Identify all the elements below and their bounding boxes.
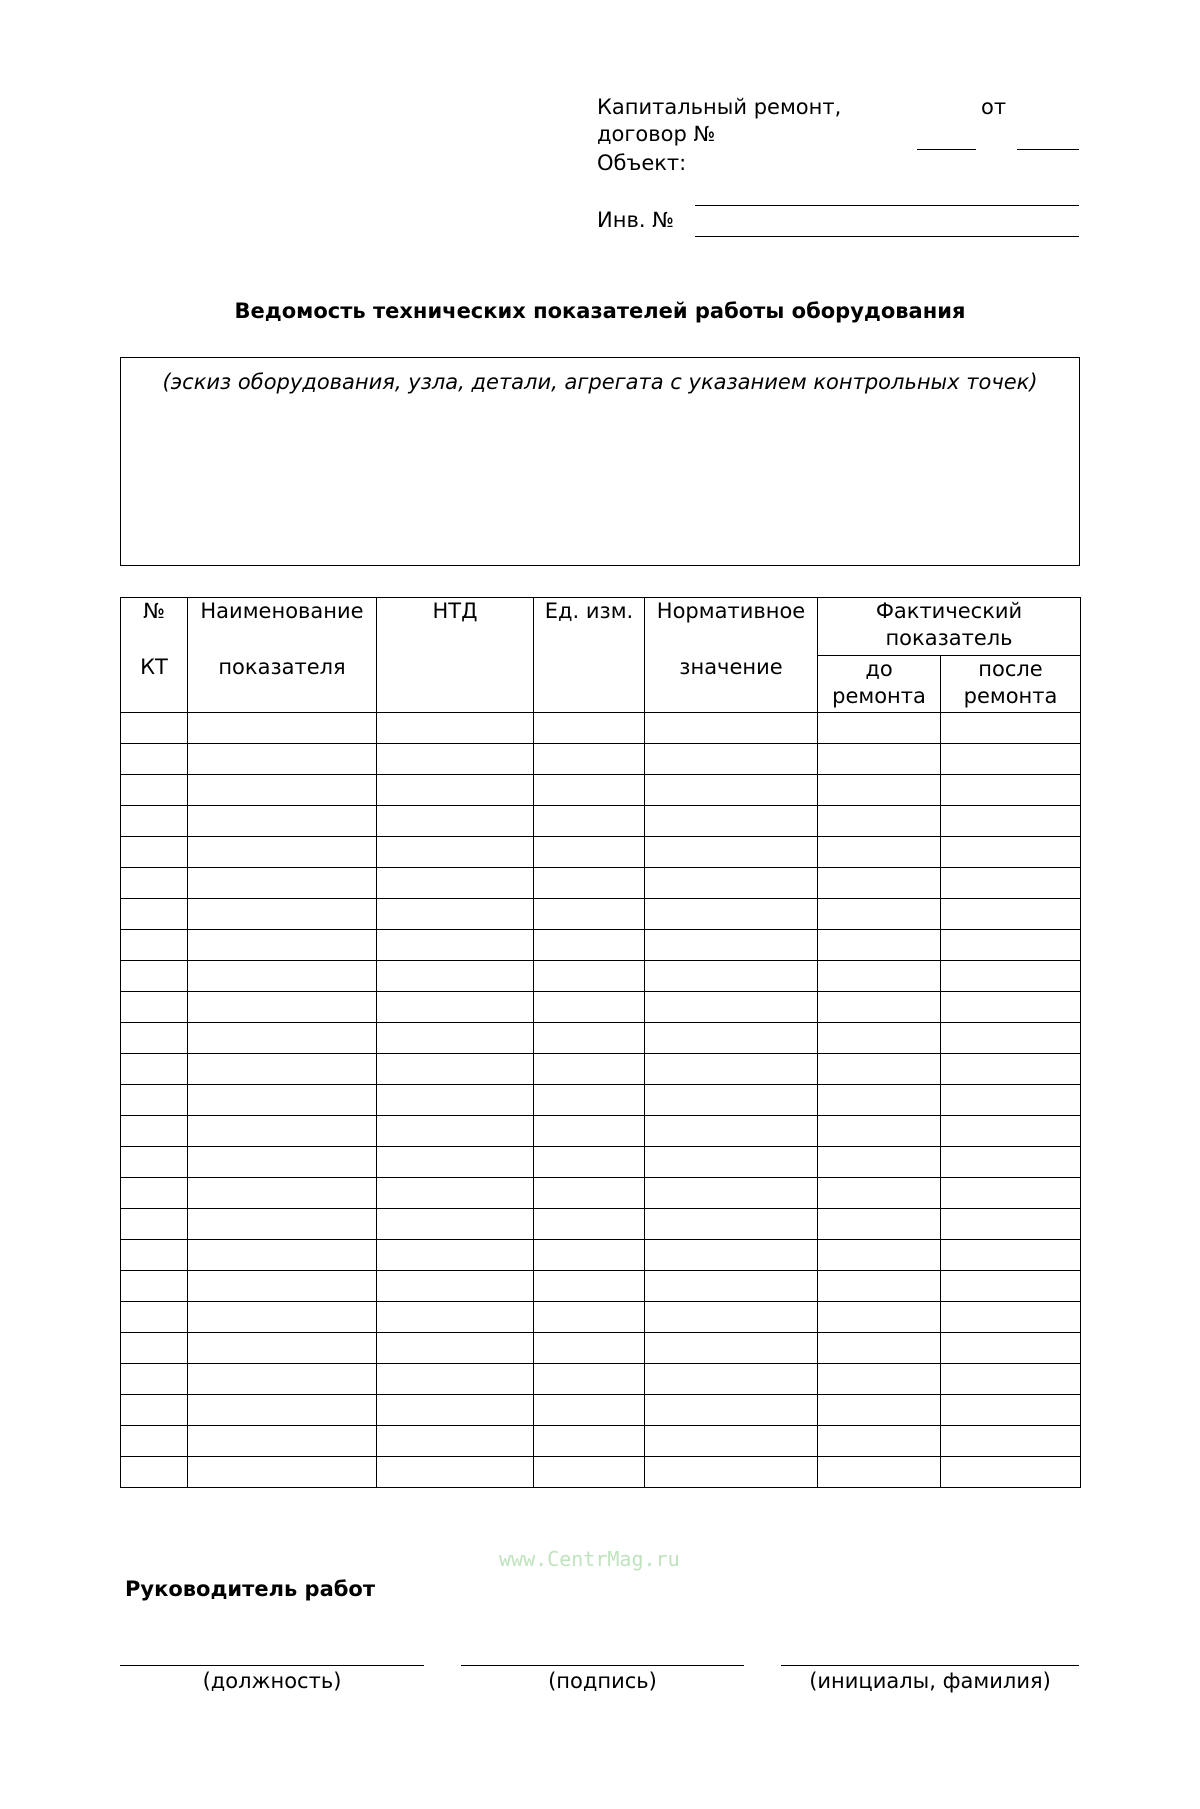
table-row: [121, 1147, 1081, 1178]
table-cell[interactable]: [645, 868, 818, 899]
table-cell[interactable]: [121, 1085, 188, 1116]
table-cell[interactable]: [818, 1364, 941, 1395]
table-cell[interactable]: [941, 1426, 1081, 1457]
table-cell[interactable]: [188, 930, 377, 961]
table-cell[interactable]: [377, 1240, 534, 1271]
name-signature-line[interactable]: [781, 1665, 1079, 1666]
table-cell[interactable]: [121, 1364, 188, 1395]
table-cell[interactable]: [377, 837, 534, 868]
watermark: www.CentrMag.ru: [499, 1547, 680, 1571]
table-cell[interactable]: [534, 1457, 645, 1488]
table-row: [121, 775, 1081, 806]
header-actual-value: Фактический показатель: [875, 599, 1023, 650]
header-after-repair: после ремонта: [963, 657, 1058, 708]
table-cell[interactable]: [645, 1333, 818, 1364]
table-row: [121, 1054, 1081, 1085]
table-cell[interactable]: [941, 837, 1081, 868]
table-cell[interactable]: [818, 1457, 941, 1488]
table-cell[interactable]: [818, 1147, 941, 1178]
sketch-area[interactable]: [120, 357, 1080, 566]
table-cell[interactable]: [188, 992, 377, 1023]
table-row: [121, 1426, 1081, 1457]
table-cell[interactable]: [818, 744, 941, 775]
table-cell[interactable]: [188, 837, 377, 868]
header-cell-unit: [534, 598, 645, 713]
table-cell[interactable]: [645, 1395, 818, 1426]
table-row: [121, 806, 1081, 837]
table-cell[interactable]: [941, 1302, 1081, 1333]
table-cell[interactable]: [818, 1240, 941, 1271]
table-cell[interactable]: [818, 868, 941, 899]
work-supervisor-label: Руководитель работ: [125, 1577, 376, 1601]
table-cell[interactable]: [818, 1333, 941, 1364]
header-indicator-name-bottom: показателя: [218, 655, 346, 679]
table-cell[interactable]: [534, 1054, 645, 1085]
table-cell[interactable]: [645, 1457, 818, 1488]
header-cell-indicator-name: [188, 598, 377, 713]
header-cell-checkpoint-number: [121, 598, 188, 713]
header-norm-value-bottom: значение: [679, 655, 783, 679]
table-cell[interactable]: [377, 1209, 534, 1240]
table-cell[interactable]: [645, 837, 818, 868]
table-cell[interactable]: [818, 930, 941, 961]
position-caption: (должность): [202, 1669, 342, 1693]
table-cell[interactable]: [534, 1178, 645, 1209]
header-indicator-name-top: Наименование: [200, 599, 364, 623]
table-cell[interactable]: [645, 1085, 818, 1116]
table-row: [121, 1240, 1081, 1271]
table-cell[interactable]: [818, 1054, 941, 1085]
table-cell[interactable]: [377, 1333, 534, 1364]
header-cell-ntd: [377, 598, 534, 713]
table-cell[interactable]: [645, 1054, 818, 1085]
table-cell[interactable]: [941, 1116, 1081, 1147]
table-cell[interactable]: [818, 961, 941, 992]
contract-number-field[interactable]: [917, 149, 976, 150]
table-cell[interactable]: [534, 1209, 645, 1240]
table-cell[interactable]: [121, 1333, 188, 1364]
table-row: [121, 1302, 1081, 1333]
table-cell[interactable]: [941, 899, 1081, 930]
table-cell[interactable]: [534, 992, 645, 1023]
table-cell[interactable]: [941, 1457, 1081, 1488]
table-cell[interactable]: [377, 1023, 534, 1054]
table-cell[interactable]: [941, 1333, 1081, 1364]
table-cell[interactable]: [121, 775, 188, 806]
table-cell[interactable]: [941, 744, 1081, 775]
table-cell[interactable]: [818, 1085, 941, 1116]
table-cell[interactable]: [188, 1209, 377, 1240]
table-cell[interactable]: [818, 1209, 941, 1240]
table-cell[interactable]: [534, 930, 645, 961]
table-cell[interactable]: [188, 713, 377, 744]
table-cell[interactable]: [377, 1364, 534, 1395]
table-cell[interactable]: [121, 1054, 188, 1085]
table-cell[interactable]: [377, 1426, 534, 1457]
table-cell[interactable]: [121, 1147, 188, 1178]
table-row: [121, 930, 1081, 961]
table-cell[interactable]: [534, 837, 645, 868]
table-row: [121, 1023, 1081, 1054]
table-cell[interactable]: [534, 868, 645, 899]
table-row: [121, 713, 1081, 744]
table-row: [121, 992, 1081, 1023]
table-cell[interactable]: [941, 1271, 1081, 1302]
table-cell[interactable]: [534, 1302, 645, 1333]
table-row: [121, 744, 1081, 775]
header-unit: Ед. изм.: [544, 599, 634, 623]
table-cell[interactable]: [534, 775, 645, 806]
table-cell[interactable]: [941, 1023, 1081, 1054]
table-cell[interactable]: [941, 1395, 1081, 1426]
table-cell[interactable]: [645, 899, 818, 930]
table-cell[interactable]: [645, 1364, 818, 1395]
table-cell[interactable]: [377, 961, 534, 992]
table-cell[interactable]: [645, 930, 818, 961]
table-row: [121, 1271, 1081, 1302]
table-cell[interactable]: [645, 961, 818, 992]
table-cell[interactable]: [121, 899, 188, 930]
table-cell[interactable]: [941, 930, 1081, 961]
table-cell[interactable]: [377, 1457, 534, 1488]
table-cell[interactable]: [818, 1302, 941, 1333]
table-cell[interactable]: [818, 992, 941, 1023]
table-cell[interactable]: [534, 1271, 645, 1302]
table-cell[interactable]: [377, 868, 534, 899]
table-cell[interactable]: [188, 1147, 377, 1178]
table-cell[interactable]: [941, 775, 1081, 806]
table-cell[interactable]: [121, 992, 188, 1023]
table-cell[interactable]: [818, 899, 941, 930]
table-cell[interactable]: [818, 1178, 941, 1209]
table-cell[interactable]: [645, 992, 818, 1023]
table-cell[interactable]: [534, 744, 645, 775]
table-cell[interactable]: [818, 713, 941, 744]
table-cell[interactable]: [534, 1426, 645, 1457]
table-cell[interactable]: [534, 1240, 645, 1271]
name-caption: (инициалы, фамилия): [809, 1669, 1051, 1693]
object-label: Объект:: [597, 151, 687, 175]
header-cell-before-repair: [818, 656, 941, 713]
table-row: [121, 899, 1081, 930]
table-cell[interactable]: [941, 713, 1081, 744]
table-cell[interactable]: [121, 961, 188, 992]
table-row: [121, 837, 1081, 868]
table-cell[interactable]: [645, 1178, 818, 1209]
table-cell[interactable]: [941, 868, 1081, 899]
table-cell[interactable]: [377, 1054, 534, 1085]
sketch-hint: (эскиз оборудования, узла, детали, агрегата с указанием контрольных точек): [162, 370, 1038, 394]
header-before-repair: до ремонта: [832, 657, 926, 708]
table-cell[interactable]: [377, 1302, 534, 1333]
date-from-label: от: [981, 95, 1007, 119]
document-title: Ведомость технических показателей работы оборудования: [234, 299, 966, 323]
header-cell-norm-value: [645, 598, 818, 713]
table-cell[interactable]: [818, 1395, 941, 1426]
table-cell[interactable]: [941, 1364, 1081, 1395]
table-cell[interactable]: [377, 1116, 534, 1147]
table-cell[interactable]: [534, 806, 645, 837]
table-cell[interactable]: [645, 1023, 818, 1054]
table-cell[interactable]: [121, 744, 188, 775]
table-row: [121, 1116, 1081, 1147]
table-cell[interactable]: [941, 1240, 1081, 1271]
table-cell[interactable]: [645, 1116, 818, 1147]
table-row: [121, 1178, 1081, 1209]
table-cell[interactable]: [121, 1271, 188, 1302]
table-cell[interactable]: [121, 1209, 188, 1240]
signature-line[interactable]: [461, 1665, 744, 1666]
table-cell[interactable]: [377, 1178, 534, 1209]
table-cell[interactable]: [121, 868, 188, 899]
table-cell[interactable]: [188, 1023, 377, 1054]
inventory-number-field[interactable]: [695, 236, 1079, 237]
table-cell[interactable]: [645, 1209, 818, 1240]
contract-date-field[interactable]: [1017, 149, 1079, 150]
table-cell[interactable]: [645, 744, 818, 775]
table-cell[interactable]: [941, 1178, 1081, 1209]
indicators-table: [120, 597, 1081, 1488]
table-cell[interactable]: [645, 1271, 818, 1302]
table-cell[interactable]: [941, 961, 1081, 992]
table-cell[interactable]: [121, 806, 188, 837]
table-cell[interactable]: [121, 1023, 188, 1054]
table-cell[interactable]: [377, 1147, 534, 1178]
table-cell[interactable]: [645, 775, 818, 806]
table-row: [121, 1085, 1081, 1116]
table-cell[interactable]: [941, 1147, 1081, 1178]
table-cell[interactable]: [818, 775, 941, 806]
table-cell[interactable]: [188, 1426, 377, 1457]
table-cell[interactable]: [818, 837, 941, 868]
table-cell[interactable]: [121, 930, 188, 961]
table-cell[interactable]: [188, 744, 377, 775]
table-cell[interactable]: [645, 713, 818, 744]
table-cell[interactable]: [121, 713, 188, 744]
table-cell[interactable]: [534, 899, 645, 930]
table-cell[interactable]: [377, 1395, 534, 1426]
position-signature-line[interactable]: [120, 1665, 424, 1666]
table-row: [121, 961, 1081, 992]
table-cell[interactable]: [121, 1457, 188, 1488]
table-cell[interactable]: [534, 1116, 645, 1147]
table-cell[interactable]: [534, 1364, 645, 1395]
table-cell[interactable]: [188, 1271, 377, 1302]
table-cell[interactable]: [188, 1395, 377, 1426]
table-row: [121, 1395, 1081, 1426]
table-row: [121, 1364, 1081, 1395]
table-cell[interactable]: [121, 1426, 188, 1457]
table-cell[interactable]: [188, 868, 377, 899]
table-cell[interactable]: [188, 1178, 377, 1209]
table-cell[interactable]: [121, 1178, 188, 1209]
signature-caption: (подпись): [548, 1669, 657, 1693]
table-cell[interactable]: [534, 961, 645, 992]
table-cell[interactable]: [188, 1302, 377, 1333]
inventory-number-label: Инв. №: [597, 208, 675, 232]
table-cell[interactable]: [377, 713, 534, 744]
header-checkpoint-number-bottom: КТ: [140, 655, 168, 679]
header-checkpoint-number-top: №: [143, 599, 165, 623]
table-row: [121, 1209, 1081, 1240]
table-cell[interactable]: [941, 992, 1081, 1023]
table-cell[interactable]: [188, 899, 377, 930]
table-cell[interactable]: [121, 1395, 188, 1426]
table-cell[interactable]: [121, 1240, 188, 1271]
table-cell[interactable]: [941, 1054, 1081, 1085]
table-cell[interactable]: [534, 713, 645, 744]
table-cell[interactable]: [534, 1333, 645, 1364]
table-cell[interactable]: [377, 806, 534, 837]
table-cell[interactable]: [645, 1426, 818, 1457]
table-cell[interactable]: [377, 744, 534, 775]
table-cell[interactable]: [941, 806, 1081, 837]
header-cell-actual-value: [818, 598, 1081, 656]
table-cell[interactable]: [377, 899, 534, 930]
table-cell[interactable]: [377, 930, 534, 961]
table-cell[interactable]: [188, 806, 377, 837]
table-cell[interactable]: [818, 1271, 941, 1302]
table-cell[interactable]: [534, 1085, 645, 1116]
table-cell[interactable]: [121, 1116, 188, 1147]
contract-label: договор №: [597, 122, 716, 146]
table-cell[interactable]: [377, 992, 534, 1023]
table-cell[interactable]: [377, 1271, 534, 1302]
repair-label: Капитальный ремонт,: [597, 95, 842, 119]
table-cell[interactable]: [121, 1302, 188, 1333]
header-ntd: НТД: [432, 599, 478, 623]
table-cell[interactable]: [188, 1333, 377, 1364]
table-row: [121, 868, 1081, 899]
table-cell[interactable]: [645, 1147, 818, 1178]
table-cell[interactable]: [188, 1364, 377, 1395]
table-cell[interactable]: [818, 806, 941, 837]
table-row: [121, 1333, 1081, 1364]
table-cell[interactable]: [121, 837, 188, 868]
object-field[interactable]: [695, 205, 1079, 206]
table-cell[interactable]: [645, 806, 818, 837]
table-cell[interactable]: [818, 1023, 941, 1054]
table-cell[interactable]: [188, 1457, 377, 1488]
table-cell[interactable]: [645, 1240, 818, 1271]
table-cell[interactable]: [941, 1209, 1081, 1240]
table-cell[interactable]: [188, 961, 377, 992]
table-cell[interactable]: [941, 1085, 1081, 1116]
header-cell-after-repair: [941, 656, 1081, 713]
table-cell[interactable]: [188, 1116, 377, 1147]
table-cell[interactable]: [818, 1116, 941, 1147]
table-cell[interactable]: [188, 1085, 377, 1116]
table-cell[interactable]: [188, 1240, 377, 1271]
table-cell[interactable]: [377, 1085, 534, 1116]
table-cell[interactable]: [818, 1426, 941, 1457]
table-cell[interactable]: [377, 775, 534, 806]
header-norm-value-top: Нормативное: [656, 599, 806, 623]
table-cell[interactable]: [534, 1023, 645, 1054]
table-cell[interactable]: [534, 1395, 645, 1426]
table-cell[interactable]: [188, 775, 377, 806]
table-cell[interactable]: [534, 1147, 645, 1178]
table-row: [121, 1457, 1081, 1488]
table-cell[interactable]: [645, 1302, 818, 1333]
table-cell[interactable]: [188, 1054, 377, 1085]
